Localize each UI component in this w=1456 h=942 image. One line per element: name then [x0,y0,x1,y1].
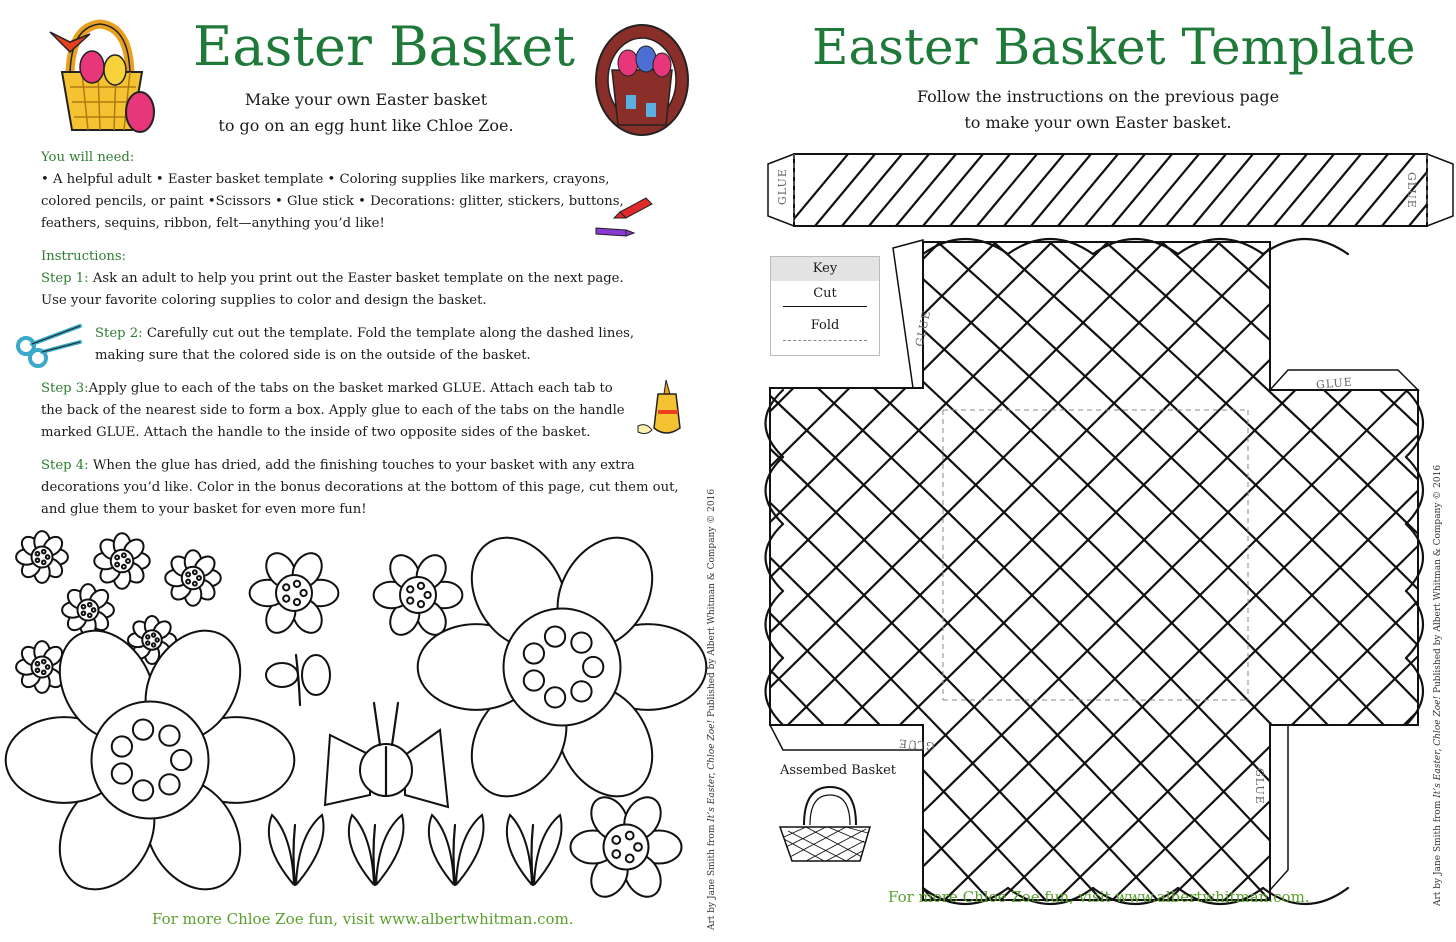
butterfly-icon [266,655,330,705]
right-page [728,0,1456,942]
instructions-heading: Instructions: [41,249,127,264]
step-3: Step 3:Apply glue to each of the tabs on the basket marked GLUE. Attach each tab to the back of the nearest side to form a box. Apply glue to each of the tabs on the handle marked GLUE. Attach the handle to the inside of two opposite sides of the basket. [41,381,625,440]
template-credit-text: Art by Jane Smith from It’s Easter, Chloe Zoe! Published by Albert Whitman & Company © 2016 [1433,464,1443,906]
flower-icon [418,521,707,814]
crayon-icon [588,188,658,238]
flower-icon [571,791,682,904]
step-1: Step 1: Ask an adult to help you print out the Easter basket template on the next page. Use your favorite coloring supplies to color and design the basket. [41,271,624,308]
scissors-icon [14,318,84,368]
page-subtitle: Make your own Easter basket to go on an egg hunt like Chloe Zoe. [218,90,514,135]
flower-icon [374,550,463,640]
ladybug-icon [325,703,448,807]
need-list: • A helpful adult • Easter basket template • Coloring supplies like markers, crayons, colored pencils, or paint •Scissors • Glue stick • Decorations: glitter, stickers, buttons, feathers, sequins, ribbon, felt—anything you’d like! [41,172,624,231]
footer-link[interactable]: For more Chloe Zoe fun, visit www.albertwhitman.com. [152,910,574,928]
template-title: Easter Basket Template [812,18,1416,76]
key-title: Key [771,257,879,281]
template-footer-link[interactable]: For more Chloe Zoe fun, visit www.albertwhitman.com. [888,888,1310,906]
flower-icon [94,533,150,589]
assembled-label: Assembed Basket [780,763,896,778]
step-4: Step 4: When the glue has dried, add the finishing touches to your basket with any extra decorations you’d like. Color in the bonus decorations at the bottom of this page, cut them out, and glue them to your basket for even more fun! [41,458,679,517]
template-subtitle: Follow the instructions on the previous page to make your own Easter basket. [916,87,1280,132]
key-cut: Cut [771,281,879,313]
flower-icon [165,550,221,606]
basket-icon [30,12,170,142]
leaf-icon [507,815,562,885]
step-2: Step 2: Carefully cut out the template. Fold the template along the dashed lines, making sure that the colored side is on the outside of the basket. [95,326,635,363]
key-fold: Fold [771,313,879,345]
glue-label-handle-left: GLUE [776,168,789,205]
glue-label-bottom-tab: GLUE [1253,768,1266,805]
leaf-icon [429,815,484,885]
glue-label-right-tab: GLUE [1315,375,1354,392]
need-heading: You will need: [41,150,135,165]
basket-handle-strip [768,150,1456,230]
basket-with-eggs-icon [590,25,700,140]
assembled-basket-icon [776,785,876,865]
leaf-icon [349,815,404,885]
glue-label-top-tab: GLUE [913,309,934,348]
flower-icon [62,584,114,636]
leaf-icon [269,815,324,885]
flower-icon [16,531,68,583]
credit-text: Art by Jane Smith from It’s Easter, Chloe Zoe! Published by Albert Whitman & Company © 2016 [707,488,717,930]
bonus-decorations [0,525,700,915]
page-title: Easter Basket [193,15,575,78]
glue-label-left-bottom-tab: GLUE [897,736,936,753]
flower-icon [250,548,339,638]
glue-label-handle-right: GLUE [1405,172,1418,209]
glue-bottle-icon [636,378,686,443]
